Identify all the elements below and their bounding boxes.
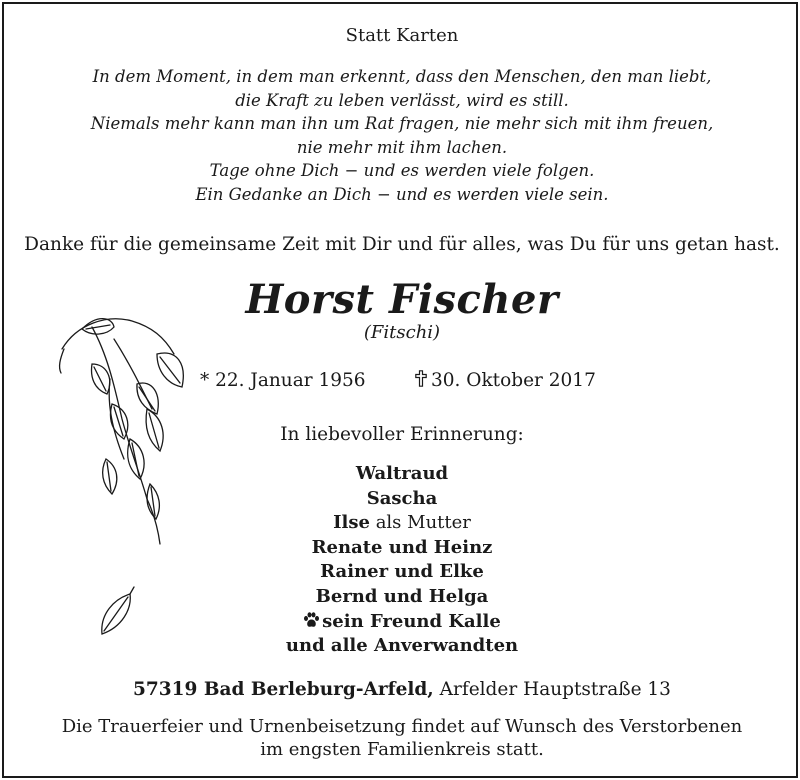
mourner-entry — [4, 610, 800, 635]
mourner-name: Waltraud — [355, 463, 449, 484]
poem — [4, 65, 800, 207]
address-town: 57319 Bad Berleburg-Arfeld, — [133, 679, 434, 700]
birth-date: * 22. Januar 1956 — [200, 370, 366, 391]
poem-line: In dem Moment, in dem man erkennt, dass den Menschen, den man liebt, — [92, 67, 712, 86]
mourners-list — [4, 462, 800, 659]
cross-icon — [415, 370, 427, 387]
header-text: Statt Karten — [345, 25, 459, 46]
funeral-notice — [4, 715, 800, 761]
mourner-name: Rainer und Elke — [320, 561, 484, 583]
mourner-name: Sascha — [366, 487, 438, 509]
address-street: Arfelder Hauptstraße 13 — [439, 679, 671, 700]
death-date-text: 30. Oktober 2017 — [431, 370, 596, 391]
funeral-line: im engsten Familienkreis statt. — [260, 739, 544, 760]
poem-line: nie mehr mit ihm lachen. — [296, 137, 508, 157]
poem-line: Tage ohne Dich − und es werden viele folgen. — [209, 161, 595, 181]
poem-line: Niemals mehr kann man ihn um Rat fragen, nie mehr sich mit ihm freuen, — [90, 114, 714, 134]
paw-icon — [303, 612, 320, 628]
death-date — [415, 370, 596, 391]
mourner-name: und alle Anverwandten — [285, 635, 519, 657]
mourner-name: Renate und Heinz — [311, 536, 493, 558]
mourner-name: sein Freund Kalle — [322, 610, 501, 632]
deceased-nickname: (Fitschi) — [363, 322, 441, 343]
poem-line: die Kraft zu leben verlässt, wird es still. — [235, 90, 569, 110]
deceased-name: Horst Fischer — [245, 276, 559, 323]
thanks-line: Danke für die gemeinsame Zeit mit Dir und für alles, was Du für uns getan hast. — [24, 234, 780, 255]
poem-line: Ein Gedanke an Dich − und es werden viele sein. — [195, 184, 609, 204]
mourner-entry — [4, 511, 800, 536]
address-line — [4, 679, 800, 700]
obituary-card — [2, 2, 798, 778]
mourner-relation: als Mutter — [375, 512, 471, 534]
mourner-name: Ilse — [333, 512, 370, 534]
mourner-name: Bernd und Helga — [315, 585, 489, 607]
memory-line: In liebevoller Erinnerung: — [280, 424, 524, 445]
funeral-line: Die Trauerfeier und Urnenbeisetzung findet auf Wunsch des Verstorbenen — [61, 716, 743, 737]
